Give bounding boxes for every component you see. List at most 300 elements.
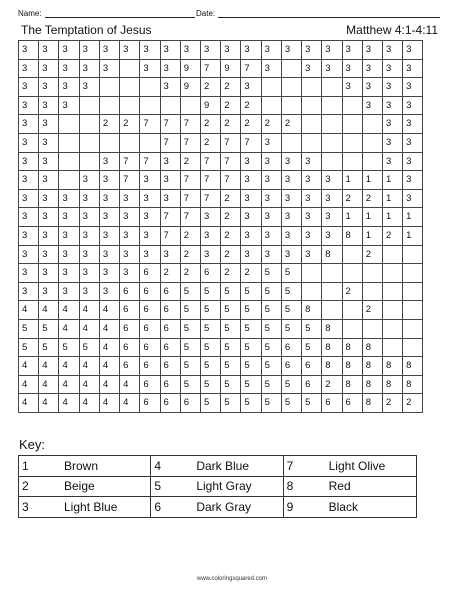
grid-cell[interactable]: 3 — [140, 208, 160, 227]
grid-cell[interactable]: 3 — [382, 152, 402, 171]
grid-cell[interactable]: 7 — [120, 152, 140, 171]
grid-cell[interactable]: 8 — [362, 394, 382, 413]
grid-cell[interactable]: 3 — [19, 78, 39, 97]
grid-cell[interactable]: 3 — [241, 245, 261, 264]
grid-cell[interactable]: 5 — [79, 338, 99, 357]
grid-cell[interactable]: 3 — [99, 41, 119, 60]
grid-cell[interactable]: 3 — [241, 41, 261, 60]
grid-cell[interactable] — [322, 301, 342, 320]
grid-cell[interactable]: 2 — [180, 226, 200, 245]
grid-cell[interactable]: 6 — [160, 357, 180, 376]
grid-cell[interactable]: 6 — [180, 394, 200, 413]
grid-cell[interactable] — [79, 152, 99, 171]
grid-cell[interactable]: 3 — [19, 171, 39, 190]
grid-cell[interactable]: 5 — [180, 319, 200, 338]
grid-cell[interactable]: 2 — [180, 152, 200, 171]
grid-cell[interactable]: 4 — [99, 301, 119, 320]
grid-cell[interactable]: 3 — [59, 59, 79, 78]
grid-cell[interactable]: 3 — [342, 59, 362, 78]
grid-cell[interactable]: 8 — [362, 357, 382, 376]
grid-cell[interactable]: 3 — [241, 189, 261, 208]
grid-cell[interactable]: 5 — [221, 338, 241, 357]
grid-cell[interactable]: 5 — [221, 301, 241, 320]
grid-cell[interactable] — [342, 96, 362, 115]
grid-cell[interactable] — [342, 264, 362, 283]
grid-cell[interactable] — [79, 115, 99, 134]
grid-cell[interactable]: 5 — [302, 394, 322, 413]
grid-cell[interactable]: 5 — [302, 338, 322, 357]
grid-cell[interactable]: 3 — [59, 282, 79, 301]
grid-cell[interactable]: 3 — [261, 133, 281, 152]
grid-cell[interactable]: 2 — [382, 226, 402, 245]
grid-cell[interactable]: 3 — [19, 189, 39, 208]
grid-cell[interactable]: 3 — [281, 208, 301, 227]
grid-cell[interactable]: 3 — [19, 208, 39, 227]
grid-cell[interactable]: 3 — [261, 208, 281, 227]
grid-cell[interactable]: 5 — [180, 282, 200, 301]
grid-cell[interactable]: 5 — [261, 319, 281, 338]
grid-cell[interactable] — [362, 282, 382, 301]
grid-cell[interactable]: 5 — [281, 394, 301, 413]
grid-cell[interactable]: 3 — [99, 264, 119, 283]
grid-cell[interactable]: 6 — [120, 282, 140, 301]
grid-cell[interactable]: 4 — [19, 357, 39, 376]
grid-cell[interactable]: 1 — [362, 171, 382, 190]
grid-cell[interactable]: 8 — [342, 226, 362, 245]
grid-cell[interactable]: 2 — [221, 189, 241, 208]
grid-cell[interactable]: 4 — [19, 301, 39, 320]
grid-cell[interactable] — [382, 301, 402, 320]
grid-cell[interactable]: 3 — [302, 208, 322, 227]
grid-cell[interactable]: 4 — [99, 319, 119, 338]
grid-cell[interactable]: 7 — [180, 115, 200, 134]
grid-cell[interactable]: 5 — [180, 375, 200, 394]
grid-cell[interactable]: 3 — [99, 171, 119, 190]
grid-cell[interactable]: 8 — [322, 338, 342, 357]
grid-cell[interactable]: 6 — [120, 357, 140, 376]
grid-cell[interactable]: 4 — [59, 301, 79, 320]
grid-cell[interactable]: 2 — [200, 78, 220, 97]
grid-cell[interactable]: 2 — [342, 282, 362, 301]
grid-cell[interactable] — [59, 171, 79, 190]
grid-cell[interactable]: 3 — [281, 152, 301, 171]
grid-cell[interactable]: 5 — [261, 394, 281, 413]
grid-cell[interactable]: 8 — [302, 301, 322, 320]
grid-cell[interactable]: 3 — [322, 41, 342, 60]
grid-cell[interactable]: 3 — [39, 171, 59, 190]
grid-cell[interactable]: 7 — [160, 226, 180, 245]
grid-cell[interactable]: 3 — [120, 245, 140, 264]
grid-cell[interactable]: 3 — [180, 41, 200, 60]
grid-cell[interactable]: 5 — [200, 338, 220, 357]
grid-cell[interactable]: 8 — [362, 338, 382, 357]
grid-cell[interactable] — [362, 264, 382, 283]
grid-cell[interactable]: 3 — [19, 152, 39, 171]
grid-cell[interactable] — [302, 115, 322, 134]
grid-cell[interactable]: 5 — [200, 282, 220, 301]
grid-cell[interactable] — [342, 245, 362, 264]
grid-cell[interactable]: 3 — [382, 96, 402, 115]
grid-cell[interactable]: 5 — [180, 301, 200, 320]
grid-cell[interactable]: 7 — [120, 171, 140, 190]
grid-cell[interactable]: 5 — [241, 319, 261, 338]
grid-cell[interactable]: 6 — [120, 338, 140, 357]
grid-cell[interactable]: 7 — [180, 171, 200, 190]
grid-cell[interactable]: 3 — [362, 41, 382, 60]
grid-cell[interactable]: 5 — [261, 282, 281, 301]
grid-cell[interactable]: 3 — [342, 41, 362, 60]
grid-cell[interactable]: 3 — [79, 226, 99, 245]
grid-cell[interactable]: 3 — [403, 133, 423, 152]
grid-cell[interactable]: 1 — [342, 208, 362, 227]
grid-cell[interactable]: 7 — [200, 152, 220, 171]
grid-cell[interactable] — [302, 264, 322, 283]
grid-cell[interactable]: 2 — [180, 264, 200, 283]
grid-cell[interactable]: 8 — [362, 375, 382, 394]
grid-cell[interactable]: 5 — [200, 319, 220, 338]
grid-cell[interactable]: 2 — [241, 115, 261, 134]
grid-cell[interactable]: 3 — [99, 226, 119, 245]
grid-cell[interactable]: 5 — [241, 375, 261, 394]
grid-cell[interactable]: 3 — [39, 78, 59, 97]
grid-cell[interactable]: 4 — [59, 357, 79, 376]
grid-cell[interactable]: 3 — [99, 59, 119, 78]
grid-cell[interactable]: 4 — [39, 357, 59, 376]
grid-cell[interactable]: 1 — [382, 208, 402, 227]
grid-cell[interactable]: 3 — [241, 171, 261, 190]
grid-cell[interactable]: 3 — [403, 152, 423, 171]
grid-cell[interactable]: 3 — [99, 245, 119, 264]
grid-cell[interactable]: 4 — [79, 394, 99, 413]
grid-cell[interactable] — [382, 338, 402, 357]
grid-cell[interactable]: 4 — [79, 357, 99, 376]
grid-cell[interactable] — [322, 282, 342, 301]
grid-cell[interactable]: 5 — [221, 357, 241, 376]
grid-cell[interactable]: 9 — [180, 78, 200, 97]
grid-cell[interactable]: 9 — [200, 96, 220, 115]
grid-cell[interactable]: 4 — [79, 319, 99, 338]
grid-cell[interactable]: 3 — [281, 245, 301, 264]
grid-cell[interactable]: 8 — [322, 245, 342, 264]
grid-cell[interactable] — [322, 115, 342, 134]
grid-cell[interactable]: 5 — [281, 319, 301, 338]
grid-cell[interactable]: 2 — [362, 245, 382, 264]
grid-cell[interactable]: 4 — [99, 394, 119, 413]
grid-cell[interactable]: 2 — [281, 115, 301, 134]
grid-cell[interactable]: 4 — [59, 319, 79, 338]
grid-cell[interactable]: 2 — [261, 115, 281, 134]
grid-cell[interactable]: 3 — [39, 226, 59, 245]
grid-cell[interactable]: 3 — [382, 78, 402, 97]
grid-cell[interactable]: 3 — [322, 226, 342, 245]
grid-cell[interactable] — [403, 282, 423, 301]
grid-cell[interactable]: 3 — [382, 41, 402, 60]
grid-cell[interactable]: 3 — [59, 245, 79, 264]
grid-cell[interactable] — [59, 115, 79, 134]
grid-cell[interactable]: 6 — [160, 375, 180, 394]
grid-cell[interactable]: 4 — [19, 394, 39, 413]
grid-cell[interactable]: 2 — [221, 78, 241, 97]
grid-cell[interactable]: 5 — [281, 282, 301, 301]
grid-cell[interactable]: 3 — [403, 171, 423, 190]
grid-cell[interactable]: 3 — [19, 264, 39, 283]
grid-cell[interactable]: 6 — [140, 338, 160, 357]
grid-cell[interactable] — [382, 282, 402, 301]
grid-cell[interactable]: 5 — [221, 375, 241, 394]
grid-cell[interactable]: 5 — [261, 375, 281, 394]
grid-cell[interactable]: 1 — [403, 208, 423, 227]
grid-cell[interactable]: 4 — [59, 375, 79, 394]
grid-cell[interactable]: 1 — [362, 208, 382, 227]
grid-cell[interactable]: 3 — [261, 245, 281, 264]
grid-cell[interactable] — [382, 319, 402, 338]
grid-cell[interactable] — [140, 96, 160, 115]
grid-cell[interactable]: 3 — [342, 78, 362, 97]
grid-cell[interactable] — [59, 133, 79, 152]
grid-cell[interactable]: 8 — [342, 357, 362, 376]
grid-cell[interactable]: 3 — [19, 115, 39, 134]
grid-cell[interactable]: 8 — [342, 375, 362, 394]
grid-cell[interactable]: 6 — [160, 319, 180, 338]
grid-cell[interactable]: 5 — [200, 357, 220, 376]
grid-cell[interactable]: 2 — [120, 115, 140, 134]
grid-cell[interactable]: 3 — [160, 59, 180, 78]
grid-cell[interactable]: 1 — [382, 171, 402, 190]
grid-cell[interactable]: 3 — [19, 41, 39, 60]
grid-cell[interactable]: 4 — [99, 338, 119, 357]
grid-cell[interactable]: 3 — [261, 189, 281, 208]
grid-cell[interactable]: 9 — [221, 59, 241, 78]
grid-cell[interactable]: 3 — [200, 226, 220, 245]
grid-cell[interactable]: 3 — [200, 208, 220, 227]
grid-cell[interactable]: 2 — [180, 245, 200, 264]
grid-cell[interactable]: 3 — [403, 189, 423, 208]
grid-cell[interactable] — [120, 78, 140, 97]
grid-cell[interactable] — [362, 133, 382, 152]
grid-cell[interactable] — [342, 152, 362, 171]
grid-cell[interactable]: 8 — [403, 375, 423, 394]
grid-cell[interactable]: 4 — [39, 394, 59, 413]
grid-cell[interactable]: 3 — [241, 208, 261, 227]
grid-cell[interactable] — [261, 78, 281, 97]
grid-cell[interactable]: 6 — [160, 394, 180, 413]
grid-cell[interactable]: 6 — [342, 394, 362, 413]
grid-cell[interactable]: 5 — [180, 357, 200, 376]
grid-cell[interactable]: 3 — [79, 245, 99, 264]
grid-cell[interactable]: 3 — [382, 133, 402, 152]
grid-cell[interactable]: 3 — [160, 152, 180, 171]
grid-cell[interactable]: 3 — [140, 59, 160, 78]
grid-cell[interactable]: 3 — [39, 264, 59, 283]
grid-cell[interactable]: 7 — [241, 133, 261, 152]
grid-cell[interactable]: 4 — [19, 375, 39, 394]
grid-cell[interactable]: 3 — [19, 133, 39, 152]
grid-cell[interactable] — [99, 96, 119, 115]
grid-cell[interactable]: 3 — [403, 96, 423, 115]
grid-cell[interactable]: 5 — [281, 375, 301, 394]
grid-cell[interactable]: 5 — [59, 338, 79, 357]
grid-cell[interactable]: 6 — [140, 301, 160, 320]
grid-cell[interactable]: 3 — [281, 41, 301, 60]
grid-cell[interactable] — [79, 133, 99, 152]
grid-cell[interactable]: 3 — [59, 264, 79, 283]
grid-cell[interactable]: 5 — [19, 319, 39, 338]
grid-cell[interactable]: 3 — [160, 189, 180, 208]
grid-cell[interactable]: 7 — [180, 208, 200, 227]
grid-cell[interactable]: 3 — [160, 171, 180, 190]
grid-cell[interactable]: 7 — [200, 189, 220, 208]
grid-cell[interactable]: 6 — [140, 375, 160, 394]
grid-cell[interactable]: 3 — [120, 189, 140, 208]
grid-cell[interactable]: 2 — [382, 394, 402, 413]
grid-cell[interactable]: 3 — [79, 264, 99, 283]
grid-cell[interactable]: 3 — [79, 41, 99, 60]
grid-cell[interactable] — [302, 133, 322, 152]
grid-cell[interactable]: 6 — [120, 319, 140, 338]
grid-cell[interactable]: 2 — [362, 189, 382, 208]
grid-cell[interactable]: 3 — [79, 282, 99, 301]
grid-cell[interactable] — [302, 282, 322, 301]
grid-cell[interactable]: 3 — [79, 189, 99, 208]
grid-cell[interactable]: 3 — [241, 152, 261, 171]
grid-cell[interactable] — [120, 96, 140, 115]
grid-cell[interactable] — [302, 78, 322, 97]
grid-cell[interactable]: 3 — [39, 208, 59, 227]
grid-cell[interactable]: 3 — [241, 226, 261, 245]
grid-cell[interactable]: 2 — [221, 245, 241, 264]
grid-cell[interactable]: 3 — [19, 282, 39, 301]
grid-cell[interactable]: 3 — [403, 59, 423, 78]
grid-cell[interactable]: 5 — [200, 375, 220, 394]
grid-cell[interactable]: 5 — [200, 394, 220, 413]
grid-cell[interactable]: 3 — [322, 59, 342, 78]
grid-cell[interactable]: 3 — [79, 78, 99, 97]
grid-cell[interactable] — [342, 133, 362, 152]
grid-cell[interactable]: 7 — [221, 171, 241, 190]
grid-cell[interactable]: 2 — [362, 301, 382, 320]
grid-cell[interactable]: 6 — [302, 375, 322, 394]
grid-cell[interactable]: 3 — [302, 171, 322, 190]
grid-cell[interactable]: 4 — [79, 375, 99, 394]
grid-cell[interactable]: 7 — [160, 115, 180, 134]
grid-cell[interactable] — [120, 59, 140, 78]
grid-cell[interactable]: 6 — [140, 264, 160, 283]
grid-cell[interactable]: 3 — [59, 208, 79, 227]
grid-cell[interactable]: 6 — [160, 282, 180, 301]
grid-cell[interactable] — [281, 59, 301, 78]
grid-cell[interactable]: 2 — [221, 208, 241, 227]
grid-cell[interactable]: 5 — [281, 301, 301, 320]
grid-cell[interactable]: 2 — [99, 115, 119, 134]
grid-cell[interactable]: 6 — [140, 357, 160, 376]
grid-cell[interactable]: 6 — [281, 338, 301, 357]
grid-cell[interactable]: 3 — [59, 226, 79, 245]
grid-cell[interactable]: 5 — [261, 338, 281, 357]
grid-cell[interactable]: 3 — [382, 115, 402, 134]
grid-cell[interactable]: 3 — [120, 41, 140, 60]
grid-cell[interactable]: 2 — [322, 375, 342, 394]
grid-cell[interactable]: 3 — [39, 41, 59, 60]
grid-cell[interactable]: 5 — [221, 282, 241, 301]
grid-cell[interactable] — [322, 96, 342, 115]
grid-cell[interactable]: 5 — [281, 264, 301, 283]
grid-cell[interactable] — [403, 338, 423, 357]
grid-cell[interactable] — [382, 264, 402, 283]
grid-cell[interactable]: 3 — [281, 189, 301, 208]
grid-cell[interactable]: 2 — [200, 133, 220, 152]
grid-cell[interactable]: 3 — [200, 245, 220, 264]
grid-cell[interactable]: 3 — [261, 41, 281, 60]
grid-cell[interactable]: 3 — [382, 59, 402, 78]
grid-cell[interactable]: 2 — [221, 115, 241, 134]
grid-cell[interactable]: 5 — [19, 338, 39, 357]
grid-cell[interactable]: 2 — [342, 189, 362, 208]
grid-cell[interactable]: 2 — [160, 264, 180, 283]
grid-cell[interactable]: 5 — [241, 338, 261, 357]
grid-cell[interactable]: 3 — [39, 152, 59, 171]
grid-cell[interactable]: 3 — [140, 226, 160, 245]
grid-cell[interactable]: 6 — [302, 357, 322, 376]
grid-cell[interactable]: 1 — [342, 171, 362, 190]
grid-cell[interactable]: 8 — [342, 338, 362, 357]
grid-cell[interactable]: 5 — [241, 301, 261, 320]
grid-cell[interactable]: 3 — [39, 133, 59, 152]
grid-cell[interactable]: 6 — [120, 301, 140, 320]
grid-cell[interactable]: 3 — [261, 226, 281, 245]
grid-cell[interactable] — [322, 133, 342, 152]
grid-cell[interactable]: 3 — [261, 59, 281, 78]
grid-cell[interactable]: 3 — [140, 41, 160, 60]
grid-cell[interactable] — [99, 133, 119, 152]
grid-cell[interactable]: 2 — [241, 264, 261, 283]
grid-cell[interactable]: 7 — [140, 152, 160, 171]
grid-cell[interactable]: 2 — [200, 115, 220, 134]
grid-cell[interactable]: 3 — [39, 59, 59, 78]
grid-cell[interactable]: 3 — [403, 41, 423, 60]
grid-cell[interactable]: 6 — [322, 394, 342, 413]
grid-cell[interactable]: 7 — [221, 133, 241, 152]
grid-cell[interactable]: 3 — [302, 41, 322, 60]
grid-cell[interactable] — [362, 319, 382, 338]
grid-cell[interactable]: 3 — [403, 78, 423, 97]
grid-cell[interactable]: 7 — [160, 208, 180, 227]
grid-cell[interactable]: 6 — [281, 357, 301, 376]
grid-cell[interactable]: 3 — [160, 245, 180, 264]
grid-cell[interactable]: 3 — [140, 189, 160, 208]
grid-cell[interactable] — [362, 115, 382, 134]
grid-cell[interactable]: 5 — [221, 319, 241, 338]
grid-cell[interactable]: 3 — [39, 245, 59, 264]
grid-cell[interactable] — [281, 78, 301, 97]
grid-cell[interactable]: 5 — [261, 301, 281, 320]
grid-cell[interactable]: 2 — [241, 96, 261, 115]
grid-cell[interactable]: 8 — [382, 357, 402, 376]
grid-cell[interactable] — [281, 96, 301, 115]
grid-cell[interactable]: 4 — [39, 301, 59, 320]
grid-cell[interactable]: 1 — [382, 189, 402, 208]
grid-cell[interactable]: 3 — [19, 226, 39, 245]
grid-cell[interactable]: 5 — [261, 357, 281, 376]
grid-cell[interactable] — [180, 96, 200, 115]
grid-cell[interactable]: 3 — [99, 208, 119, 227]
grid-cell[interactable]: 3 — [302, 226, 322, 245]
grid-cell[interactable]: 7 — [180, 133, 200, 152]
grid-cell[interactable]: 3 — [302, 152, 322, 171]
grid-cell[interactable]: 5 — [200, 301, 220, 320]
grid-cell[interactable]: 2 — [221, 264, 241, 283]
grid-cell[interactable]: 7 — [241, 59, 261, 78]
grid-cell[interactable]: 5 — [241, 282, 261, 301]
